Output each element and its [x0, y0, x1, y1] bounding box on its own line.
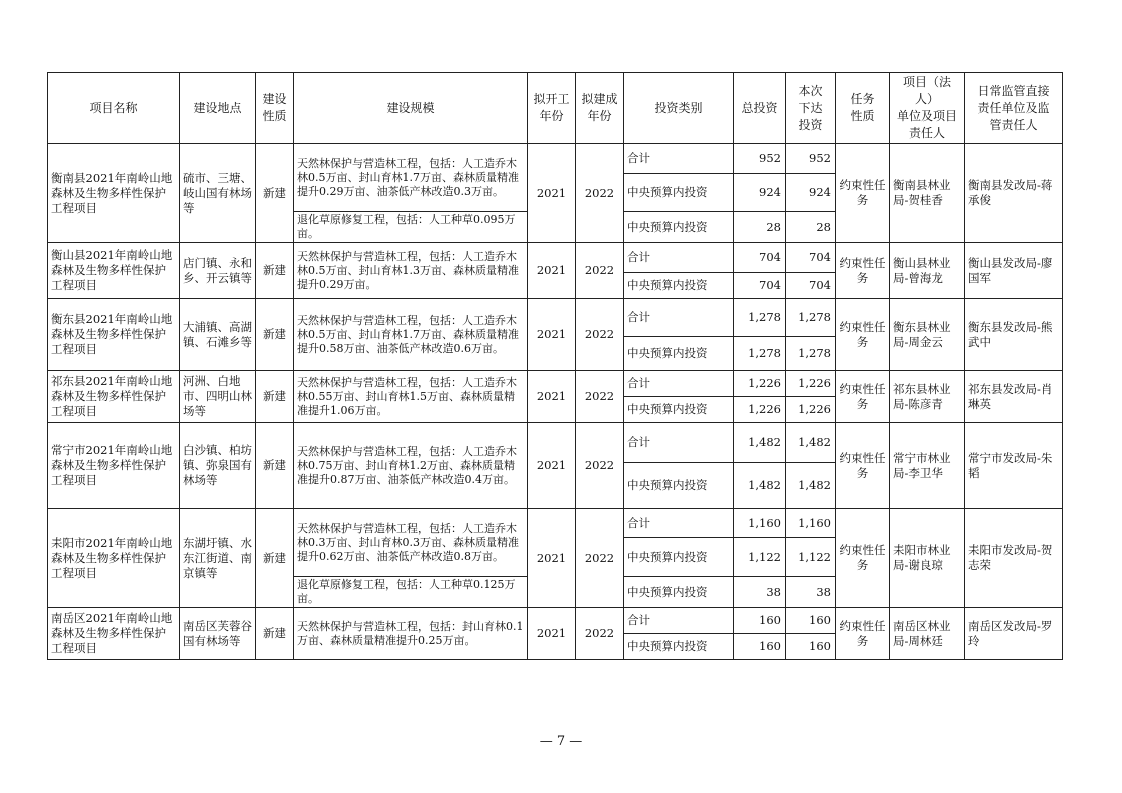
nature-cell: 新建 — [256, 371, 294, 423]
start-year-cell: 2021 — [528, 243, 576, 299]
end-year-cell: 2022 — [576, 371, 624, 423]
scale-cell: 天然林保护与营造林工程，包括：人工造乔木林0.5万亩、封山育林1.3万亩、森林质量精准提升0.29万亩。 — [294, 243, 528, 299]
project-table-sheet — [47, 72, 1062, 660]
scale-cell: 天然林保护与营造林工程，包括：人工造乔木林0.3万亩、封山育林0.3万亩、森林质量精准提升0.62万亩、油茶低产林改造0.8万亩。 — [294, 509, 528, 577]
start-year-cell: 2021 — [528, 144, 576, 243]
project-name-cell: 耒阳市2021年南岭山地森林及生物多样性保护工程项目 — [48, 509, 180, 608]
total-investment-cell: 1,278 — [734, 337, 786, 371]
project-name-cell: 祁东县2021年南岭山地森林及生物多样性保护工程项目 — [48, 371, 180, 423]
investment-type-cell: 中央预算内投资 — [624, 212, 734, 243]
header-project-name: 项目名称 — [48, 73, 180, 144]
table-row — [48, 608, 1063, 634]
start-year-cell: 2021 — [528, 423, 576, 509]
scale-cell: 退化草原修复工程，包括：人工种草0.125万亩。 — [294, 577, 528, 608]
task-nature-cell: 约束性任务 — [836, 144, 890, 243]
nature-cell: 新建 — [256, 243, 294, 299]
task-nature-cell: 约束性任务 — [836, 423, 890, 509]
table-row — [48, 243, 1063, 273]
nature-cell: 新建 — [256, 299, 294, 371]
issued-investment-cell: 160 — [786, 634, 836, 660]
location-cell: 硫市、三塘、岐山国有林场等 — [180, 144, 256, 243]
header-owner: 项目（法人） 单位及项目 责任人 — [890, 73, 965, 144]
investment-type-cell: 合计 — [624, 299, 734, 337]
end-year-cell: 2022 — [576, 299, 624, 371]
investment-type-cell: 中央预算内投资 — [624, 337, 734, 371]
total-investment-cell: 28 — [734, 212, 786, 243]
scale-cell: 天然林保护与营造林工程，包括：封山育林0.1万亩、森林质量精准提升0.25万亩。 — [294, 608, 528, 660]
scale-cell: 天然林保护与营造林工程，包括：人工造乔木林0.75万亩、封山育林1.2万亩、森林质量精准提升0.87万亩、油茶低产林改造0.4万亩。 — [294, 423, 528, 509]
owner-cell: 祁东县林业局-陈彦青 — [890, 371, 965, 423]
page-number: — 7 — — [539, 734, 583, 749]
investment-type-cell: 合计 — [624, 243, 734, 273]
location-cell: 大浦镇、高湖镇、石滩乡等 — [180, 299, 256, 371]
header-end-year: 拟建成 年份 — [576, 73, 624, 144]
investment-type-cell: 中央预算内投资 — [624, 634, 734, 660]
start-year-cell: 2021 — [528, 371, 576, 423]
location-cell: 店门镇、永和乡、开云镇等 — [180, 243, 256, 299]
supervisor-cell: 衡南县发改局-蒋承俊 — [965, 144, 1063, 243]
task-nature-cell: 约束性任务 — [836, 299, 890, 371]
total-investment-cell: 1,278 — [734, 299, 786, 337]
total-investment-cell: 704 — [734, 273, 786, 299]
location-cell: 白沙镇、柏坊镇、弥泉国有林场等 — [180, 423, 256, 509]
header-task-nature: 任务 性质 — [836, 73, 890, 144]
location-cell: 河洲、白地市、四明山林场等 — [180, 371, 256, 423]
issued-investment-cell: 1,122 — [786, 538, 836, 577]
issued-investment-cell: 1,278 — [786, 337, 836, 371]
investment-type-cell: 中央预算内投资 — [624, 174, 734, 212]
issued-investment-cell: 704 — [786, 273, 836, 299]
start-year-cell: 2021 — [528, 509, 576, 608]
header-location: 建设地点 — [180, 73, 256, 144]
end-year-cell: 2022 — [576, 423, 624, 509]
table-row — [48, 299, 1063, 337]
investment-type-cell: 中央预算内投资 — [624, 538, 734, 577]
total-investment-cell: 704 — [734, 243, 786, 273]
issued-investment-cell: 1,160 — [786, 509, 836, 538]
total-investment-cell: 160 — [734, 608, 786, 634]
nature-cell: 新建 — [256, 423, 294, 509]
owner-cell: 耒阳市林业局-谢良琼 — [890, 509, 965, 608]
task-nature-cell: 约束性任务 — [836, 509, 890, 608]
issued-investment-cell: 1,226 — [786, 397, 836, 423]
total-investment-cell: 952 — [734, 144, 786, 174]
issued-investment-cell: 38 — [786, 577, 836, 608]
scale-cell: 天然林保护与营造林工程，包括：人工造乔木林0.55万亩、封山育林1.5万亩、森林质量精准提升1.06万亩。 — [294, 371, 528, 423]
investment-type-cell: 中央预算内投资 — [624, 273, 734, 299]
owner-cell: 衡东县林业局-周金云 — [890, 299, 965, 371]
issued-investment-cell: 704 — [786, 243, 836, 273]
header-supervisor: 日常监管直接 责任单位及监 管责任人 — [965, 73, 1063, 144]
supervisor-cell: 南岳区发改局-罗玲 — [965, 608, 1063, 660]
total-investment-cell: 924 — [734, 174, 786, 212]
project-name-cell: 衡南县2021年南岭山地森林及生物多样性保护工程项目 — [48, 144, 180, 243]
investment-type-cell: 合计 — [624, 509, 734, 538]
total-investment-cell: 160 — [734, 634, 786, 660]
table-header-row — [48, 73, 1063, 144]
location-cell: 东湖圩镇、水东江街道、南京镇等 — [180, 509, 256, 608]
header-total-investment: 总投资 — [734, 73, 786, 144]
supervisor-cell: 常宁市发改局-朱韬 — [965, 423, 1063, 509]
total-investment-cell: 1,482 — [734, 463, 786, 509]
investment-type-cell: 中央预算内投资 — [624, 577, 734, 608]
table-row — [48, 509, 1063, 538]
scale-cell: 退化草原修复工程，包括：人工种草0.095万亩。 — [294, 212, 528, 243]
header-investment-type: 投资类别 — [624, 73, 734, 144]
task-nature-cell: 约束性任务 — [836, 371, 890, 423]
investment-type-cell: 合计 — [624, 423, 734, 463]
project-name-cell: 衡山县2021年南岭山地森林及生物多样性保护工程项目 — [48, 243, 180, 299]
header-scale: 建设规模 — [294, 73, 528, 144]
investment-type-cell: 合计 — [624, 371, 734, 397]
end-year-cell: 2022 — [576, 509, 624, 608]
project-investment-table — [47, 72, 1063, 660]
header-issued-investment: 本次 下达 投资 — [786, 73, 836, 144]
total-investment-cell: 38 — [734, 577, 786, 608]
start-year-cell: 2021 — [528, 608, 576, 660]
issued-investment-cell: 1,278 — [786, 299, 836, 337]
task-nature-cell: 约束性任务 — [836, 608, 890, 660]
investment-type-cell: 合计 — [624, 144, 734, 174]
total-investment-cell: 1,226 — [734, 397, 786, 423]
end-year-cell: 2022 — [576, 608, 624, 660]
supervisor-cell: 祁东县发改局-肖琳英 — [965, 371, 1063, 423]
owner-cell: 南岳区林业局-周林廷 — [890, 608, 965, 660]
task-nature-cell: 约束性任务 — [836, 243, 890, 299]
table-row — [48, 144, 1063, 174]
nature-cell: 新建 — [256, 509, 294, 608]
issued-investment-cell: 1,226 — [786, 371, 836, 397]
scale-cell: 天然林保护与营造林工程，包括：人工造乔木林0.5万亩、封山育林1.7万亩、森林质量精准提升0.58万亩、油茶低产林改造0.6万亩。 — [294, 299, 528, 371]
owner-cell: 衡山县林业局-曾海龙 — [890, 243, 965, 299]
issued-investment-cell: 1,482 — [786, 463, 836, 509]
location-cell: 南岳区芙蓉谷国有林场等 — [180, 608, 256, 660]
start-year-cell: 2021 — [528, 299, 576, 371]
investment-type-cell: 中央预算内投资 — [624, 463, 734, 509]
owner-cell: 常宁市林业局-李卫华 — [890, 423, 965, 509]
supervisor-cell: 衡东县发改局-熊武中 — [965, 299, 1063, 371]
header-start-year: 拟开工 年份 — [528, 73, 576, 144]
issued-investment-cell: 28 — [786, 212, 836, 243]
project-name-cell: 衡东县2021年南岭山地森林及生物多样性保护工程项目 — [48, 299, 180, 371]
supervisor-cell: 耒阳市发改局-贺志荣 — [965, 509, 1063, 608]
table-row — [48, 371, 1063, 397]
owner-cell: 衡南县林业局-贺桂香 — [890, 144, 965, 243]
nature-cell: 新建 — [256, 608, 294, 660]
end-year-cell: 2022 — [576, 144, 624, 243]
total-investment-cell: 1,160 — [734, 509, 786, 538]
header-nature: 建设 性质 — [256, 73, 294, 144]
issued-investment-cell: 952 — [786, 144, 836, 174]
end-year-cell: 2022 — [576, 243, 624, 299]
total-investment-cell: 1,122 — [734, 538, 786, 577]
issued-investment-cell: 1,482 — [786, 423, 836, 463]
project-name-cell: 常宁市2021年南岭山地森林及生物多样性保护工程项目 — [48, 423, 180, 509]
total-investment-cell: 1,226 — [734, 371, 786, 397]
investment-type-cell: 合计 — [624, 608, 734, 634]
supervisor-cell: 衡山县发改局-廖国军 — [965, 243, 1063, 299]
investment-type-cell: 中央预算内投资 — [624, 397, 734, 423]
project-name-cell: 南岳区2021年南岭山地森林及生物多样性保护工程项目 — [48, 608, 180, 660]
nature-cell: 新建 — [256, 144, 294, 243]
table-body — [48, 144, 1063, 660]
total-investment-cell: 1,482 — [734, 423, 786, 463]
table-row — [48, 423, 1063, 463]
issued-investment-cell: 924 — [786, 174, 836, 212]
issued-investment-cell: 160 — [786, 608, 836, 634]
scale-cell: 天然林保护与营造林工程，包括：人工造乔木林0.5万亩、封山育林1.7万亩、森林质量精准提升0.29万亩、油茶低产林改造0.3万亩。 — [294, 144, 528, 212]
